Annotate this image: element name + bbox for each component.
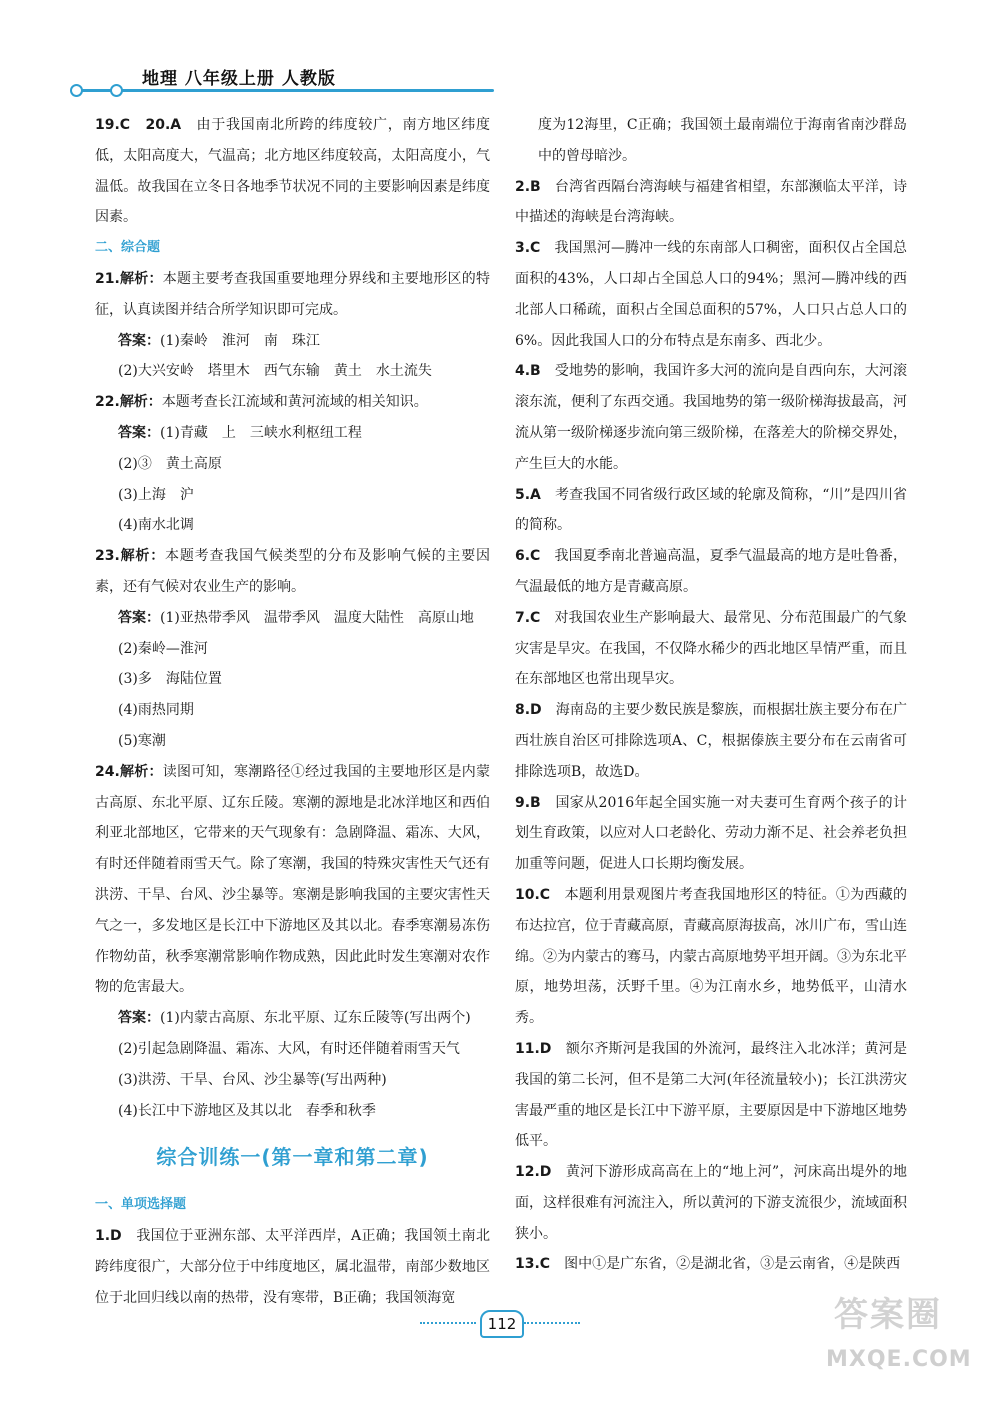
answer-item xyxy=(515,356,907,479)
footer-dots-right xyxy=(524,1322,580,1324)
section-heading: 一、单项选择题 xyxy=(95,1197,187,1213)
answer-text: (1)秦岭 淮河 南 珠江 xyxy=(160,332,320,349)
answer-item xyxy=(95,1221,490,1313)
answer-item xyxy=(515,172,907,234)
answer-item xyxy=(95,757,490,1003)
answer-label: 答案： xyxy=(118,332,160,349)
answer-line xyxy=(95,418,490,449)
question-number: 5.A xyxy=(515,486,541,503)
answer-text: 本题主要考查我国重要地理分界线和主要地形区的特征，认真读图并结合所学知识即可完成。 xyxy=(95,270,490,318)
question-number: 2.B xyxy=(515,178,541,195)
answer-line xyxy=(95,603,490,634)
answer-item xyxy=(95,726,490,757)
answer-text: (2)③ 黄土高原 xyxy=(118,455,222,472)
answer-item xyxy=(95,1065,490,1096)
answer-text: 图中①是广东省，②是湖北省，③是云南省，④是陕西 xyxy=(550,1256,901,1273)
answer-item xyxy=(515,1249,907,1280)
question-number: 19.C 20.A xyxy=(95,117,182,133)
answer-label: 解析： xyxy=(119,270,163,287)
answer-text: (3)多 海陆位置 xyxy=(118,671,222,688)
answer-item xyxy=(95,356,490,387)
answer-item xyxy=(515,1034,907,1157)
answer-item xyxy=(95,264,490,326)
answer-item xyxy=(515,480,907,542)
answer-item xyxy=(515,695,907,787)
question-number: 9.B xyxy=(515,794,541,811)
answer-item xyxy=(515,233,907,356)
answer-item xyxy=(515,788,907,880)
page-header xyxy=(70,60,510,100)
answer-text: 国家从2016年起全国实施一对夫妻可生育两个孩子的计划生育政策，以应对人口老龄化、劳动力渐不足、社会养老负担加重等问题，促进人口长期均衡发展。 xyxy=(515,794,907,873)
answer-text: 台湾省西隔台湾海峡与福建省相望，东部濒临太平洋，诗中描述的海峡是台湾海峡。 xyxy=(515,178,907,226)
answer-text: 读图可知，寒潮路径①经过我国的主要地形区是内蒙古高原、东北平原、辽东丘陵。寒潮的源地是北冰洋地区和西伯利亚北部地区，它带来的天气现象有：急剧降温、霜冻、大风，有时还伴随着雨雪天气。除了寒潮，我国的特殊灾害性天气还有洪涝、干旱、台风、沙尘暴等。寒潮是影响我国的主要灾害性天气之一，多发地区是长江中下游地区及其以北。春季寒潮易冻伤作物幼苗，秋季寒潮常影响作物成熟，因此此时发生寒潮对农作物的危害最大。 xyxy=(95,763,490,996)
answer-label: 答案： xyxy=(118,609,160,626)
question-number: 13.C xyxy=(515,1256,551,1273)
answer-text: 度为12海里，C正确；我国领土最南端位于海南省南沙群岛中的曾母暗沙。 xyxy=(538,117,907,164)
answer-text: 对我国农业生产影响最大、最常见、分布范围最广的气象灾害是旱灾。在我国，不仅降水稀少的西北地区旱情严重，而且在东部地区也常出现旱灾。 xyxy=(515,609,907,688)
answer-item xyxy=(95,110,490,233)
question-number: 21. xyxy=(95,270,120,287)
page-footer xyxy=(420,1308,580,1338)
answer-item xyxy=(515,541,907,603)
answer-item xyxy=(95,449,490,480)
right-column xyxy=(515,110,907,1280)
footer-dots-left xyxy=(420,1322,476,1324)
watermark-logo: 答案圈 xyxy=(834,1295,942,1335)
question-number: 7.C xyxy=(515,609,541,626)
answer-item xyxy=(95,541,490,603)
answer-text: (1)内蒙古高原、东北平原、辽东丘陵等(写出两个) xyxy=(160,1010,471,1027)
answer-label: 解析： xyxy=(119,763,163,780)
answer-text: 由于我国南北所跨的纬度较广，南方地区纬度低，太阳高度大，气温高；北方地区纬度较高，太阳高度小，气温低。故我国在立冬日各地季节状况不同的主要影响因素是纬度因素。 xyxy=(95,117,491,226)
question-number: 4.B xyxy=(515,363,541,380)
answer-line xyxy=(95,326,490,357)
watermark-site: MXQE.COM xyxy=(826,1347,972,1372)
question-number: 24. xyxy=(95,763,120,780)
section-heading: 二、综合题 xyxy=(95,240,161,256)
question-number: 1.D xyxy=(95,1228,122,1245)
answer-item xyxy=(95,1034,490,1065)
answer-item xyxy=(95,480,490,511)
answer-item xyxy=(95,664,490,695)
answer-text: (3)上海 沪 xyxy=(118,486,194,503)
answer-text: 黄河下游形成高高在上的“地上河”，河床高出堤外的地面，这样很难有河流注入，所以黄河的下游支流很少，流域面积狭小。 xyxy=(515,1164,907,1242)
header-dot-right xyxy=(110,84,123,97)
question-number: 10.C xyxy=(515,886,551,903)
header-dot-left xyxy=(70,84,83,97)
watermark xyxy=(820,1283,988,1391)
answer-item xyxy=(95,1096,490,1127)
header-title: 地理 八年级上册 人教版 xyxy=(142,69,336,89)
answer-text: (1)亚热带季风 温带季风 温度大陆性 高原山地 xyxy=(160,609,474,626)
question-number: 3.C xyxy=(515,240,541,257)
question-number: 11.D xyxy=(515,1040,552,1057)
answer-text: 本题考查长江流域和黄河流域的相关知识。 xyxy=(161,394,428,411)
left-column xyxy=(95,110,490,1313)
page-number: 112 xyxy=(480,1310,524,1338)
answer-text: 受地势的影响，我国许多大河的流向是自西向东，大河滚滚东流，便利了东西交通。我国地势的第一级阶梯海拔最高，河流从第一级阶梯逐步流向第三级阶梯，在落差大的阶梯交界处，产生巨大的水能。 xyxy=(515,363,907,472)
header-rule xyxy=(74,89,494,92)
answer-text: 我国位于亚洲东部、太平洋西岸，A正确；我国领土南北跨纬度很广，大部分位于中纬度地区，属北温带，南部少数地区位于北回归线以南的热带，没有寒带，B正确；我国领海宽 xyxy=(95,1228,490,1306)
answer-label: 答案： xyxy=(118,424,160,441)
answer-text: (4)南水北调 xyxy=(118,517,194,534)
question-number: 12.D xyxy=(515,1164,552,1181)
answer-text: (2)秦岭—淮河 xyxy=(118,640,208,657)
answer-item xyxy=(95,510,490,541)
question-number: 22. xyxy=(95,394,120,411)
answer-text: 本题利用景观图片考查我国地形区的特征。①为西藏的布达拉宫，位于青藏高原，青藏高原海拔高，冰川广布，雪山连绵。②为内蒙古的骞马，内蒙古高原地势平坦开阔。③为东北平原，地势坦荡，沃野千里。④为江南水乡，地势低平，山清水秀。 xyxy=(515,886,907,1027)
answer-line xyxy=(95,1003,490,1034)
answer-text: 我国夏季南北普遍高温，夏季气温最高的地方是吐鲁番，气温最低的地方是青藏高原。 xyxy=(515,548,907,595)
question-number: 6.C xyxy=(515,548,541,565)
answer-text: (2)引起急剧降温、霜冻、大风，有时还伴随着雨雪天气 xyxy=(118,1040,460,1057)
answer-text: 海南岛的主要少数民族是黎族，而根据壮族主要分布在广西壮族自治区可排除选项A、C，根据傣族主要分布在云南省可排除选项B，故选D。 xyxy=(515,702,907,780)
answer-text: (4)雨热同期 xyxy=(118,702,194,719)
exercise-title: 综合训练一(第一章和第二章) xyxy=(156,1145,429,1170)
answer-item xyxy=(515,1157,907,1249)
answer-text: (2)大兴安岭 塔里木 西气东输 黄土 水土流失 xyxy=(118,363,432,380)
answer-item xyxy=(95,387,490,418)
answer-text: 我国黑河—腾冲一线的东南部人口稠密，面积仅占全国总面积的43%，人口却占全国总人口的94%；黑河—腾冲线的西北部人口稀疏，面积占全国总面积的57%，人口只占总人口的6%。因此我国人口的分布特点是东南多、西北少。 xyxy=(515,240,907,349)
answer-label: 答案： xyxy=(118,1010,160,1027)
answer-label: 解析： xyxy=(119,548,166,565)
answer-item xyxy=(95,695,490,726)
answer-text: (5)寒潮 xyxy=(118,732,166,749)
answer-label: 解析： xyxy=(119,394,162,411)
question-number: 23. xyxy=(95,548,120,565)
answer-text: 本题考查我国气候类型的分布及影响气候的主要因素，还有气候对农业生产的影响。 xyxy=(95,548,491,595)
answer-text: (4)长江中下游地区及其以北 春季和秋季 xyxy=(118,1102,376,1119)
answer-item xyxy=(515,603,907,695)
answer-item xyxy=(515,110,907,172)
answer-item xyxy=(515,880,907,1034)
answer-text: (3)洪涝、干旱、台风、沙尘暴等(写出两种) xyxy=(118,1071,387,1088)
question-number: 8.D xyxy=(515,702,542,719)
answer-text: 额尔齐斯河是我国的外流河，最终注入北冰洋；黄河是我国的第二长河，但不是第二大河(年径流量较小)；长江洪涝灾害最严重的地区是长江中下游平原，主要原因是中下游地区地势低平。 xyxy=(515,1040,907,1150)
answer-item xyxy=(95,634,490,665)
answer-text: (1)青藏 上 三峡水利枢纽工程 xyxy=(160,424,362,441)
answer-text: 考查我国不同省级行政区域的轮廓及简称，“川”是四川省的简称。 xyxy=(515,486,907,534)
